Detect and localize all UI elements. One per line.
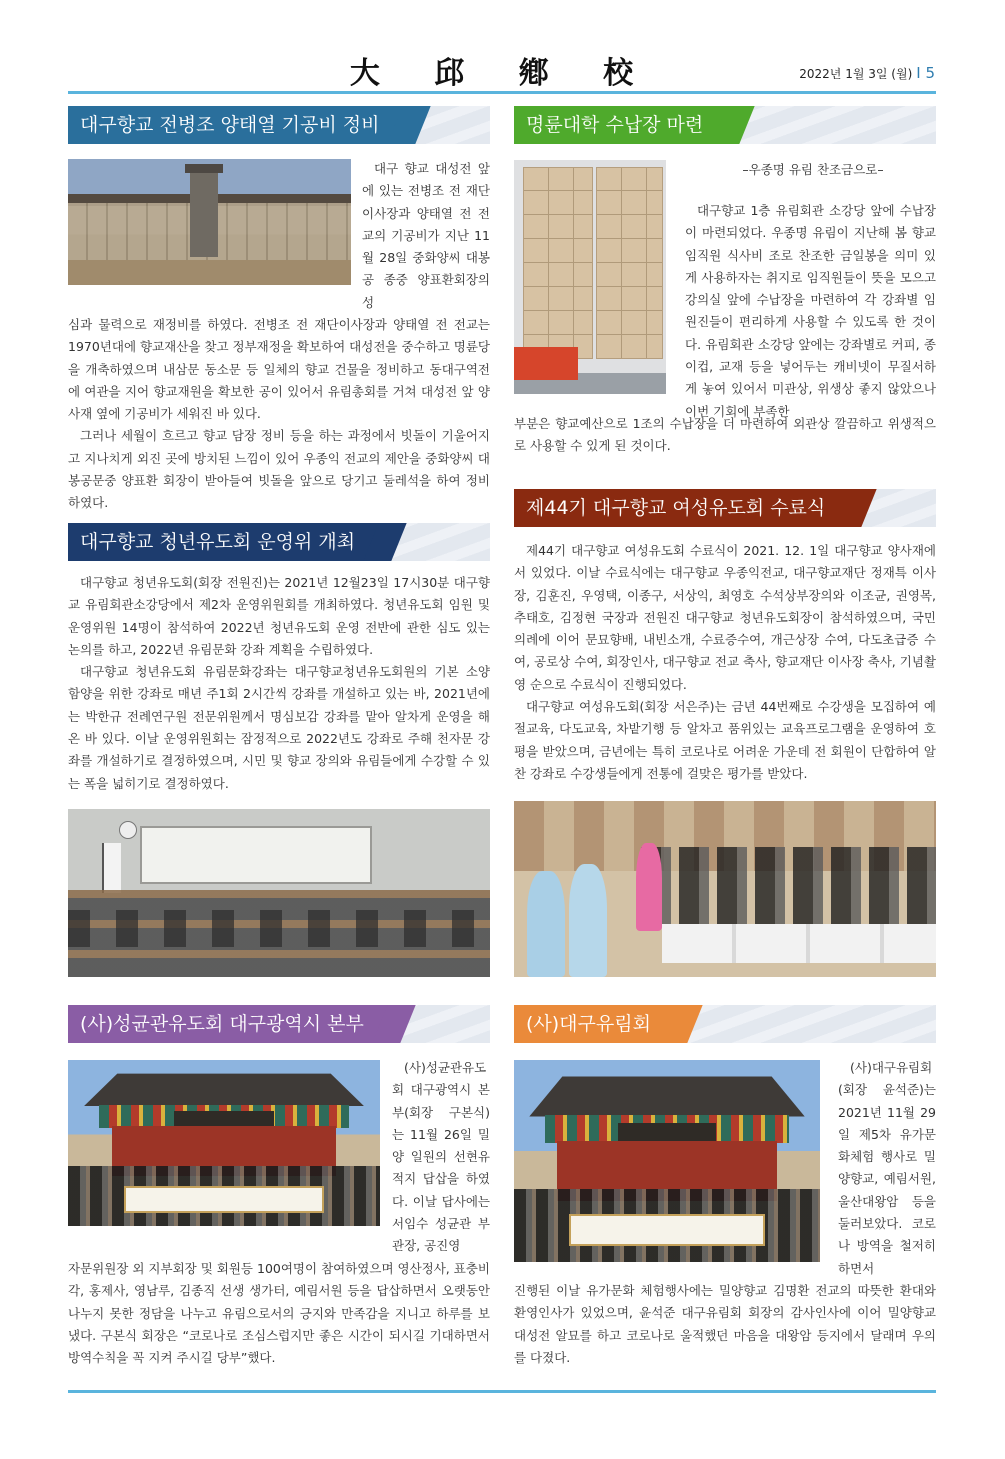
masthead-title: 大 邱 鄕 校 (349, 56, 656, 91)
section-header-5 (68, 1005, 490, 1043)
s2-body: 부분은 향교예산으로 1조의 수납장을 더 마련하여 외관상 깔끔하고 위생적으로 사용할 수 있게 된 것이다. (514, 416, 936, 454)
s3-body: 대구향교 청년유도회(회장 전원진)는 2021년 12월23일 17시30분 대구향교 유림회관소강당에서 제2차 운영위원회를 개최하였다. 청년유도회 임원 및 운영위원 14명이 참석하여 2022년 청년유도회 운영 전반에 관한 심도 있는 논의를 하고, 2022년 유림문화 강좌 계획을 수립하였다. 대구향교 청년유도회 유림문화강좌는 대구향교청년유도회원의 기본 소양 함양을 위한 강좌로 매년 주1회 2시간씩 강좌를 개설하고 있는 바, 2021년에는 박한규 전례연구원 전문위원께서 명심보감 강좌를 맡아 알차게 운영을 해 온 바 있다. 이날 운영위원회는 잠정적으로 2022년도 강좌로 주해 천자문 강좌를 개설하기로 결정하였으며, 시민 및 향교 장의와 유림들에게 수강할 수 있는 폭을 넓히기로 결정하였다. (68, 575, 490, 791)
photo-lockers (514, 160, 666, 394)
s2-subtitle: –우종명 유림 찬조금으로– (742, 162, 884, 177)
section-header-6 (514, 1005, 936, 1043)
masthead-date (799, 64, 935, 82)
photo-graduation-ceremony (514, 801, 936, 977)
photo-meeting-room (68, 809, 490, 977)
section-title-5: (사)성균관유도회 대구광역시 본부 (68, 1005, 394, 1043)
section-header-4 (514, 489, 936, 527)
section-header-2 (514, 106, 936, 144)
photo-yusu-group (68, 1060, 380, 1226)
page-number: I 5 (916, 64, 935, 82)
photo-yurim-group (514, 1060, 820, 1262)
section-header-1 (68, 106, 490, 144)
section-title-3: 대구향교 청년유도회 운영위 개최 (68, 523, 385, 561)
section-title-6: (사)대구유림회 (514, 1005, 681, 1043)
section-title-2: 명륜대학 수납장 마련 (514, 106, 733, 144)
s2-side-text: 대구향교 1층 유림회관 소강당 앞에 수납장이 마련되었다. 우종명 유림이 지난해 봄 향교 임직원 식사비 조로 찬조한 금일봉을 의미 있게 사용하자는 취지로 임직원들이 뜻을 모으고 강의실 앞에 수납장을 마련하여 각 강좌별 임원진들이 편리하게 사용할 수 있도록 한 것이다. 유림회관 소강당 앞에는 강좌별로 커피, 종이컵, 교재 등을 넣어두는 캐비넷이 무질서하게 놓여 있어서 미관상, 위생상 좋지 않았으나 이번 기회에 부족한 (685, 203, 936, 419)
s1-body: 심과 물력으로 재정비를 하였다. 전병조 전 재단이사장과 양태열 전 전교는 1970년대에 향교재산을 찾고 정부재정을 확보하여 대성전을 중수하고 명륜당을 개축하였으며 내삼문 동소문 등 일체의 향교 건물을 정비하고 동대구역전에 여관을 지어 향교재원을 확보한 공이 있어서 유림총회를 거쳐 대성전 앞 양사재 옆에 기공비가 세워진 바 있다. 그러나 세월이 흐르고 향교 담장 정비 등을 하는 과정에서 빗돌이 기울어지고 지나치게 외진 곳에 방치된 느낌이 있어 우종익 전교의 제안을 중화양씨 대봉공문중 양표환 회장이 받아들여 빗돌을 앞으로 당기고 둘레석을 하여 정비하였다. (68, 317, 490, 511)
section-title-4: 제44기 대구향교 여성유도회 수료식 (514, 489, 855, 527)
section-title-1: 대구향교 전병조 양태열 기공비 정비 (68, 106, 409, 144)
bottom-rule (68, 1390, 936, 1393)
s5-side-text: (사)성균관유도회 대구광역시 본부(회장 구본식)는 11월 26일 밀양 일원의 선현유적지 답삽을 하였다. 이날 답사에는 서임수 성균관 부관장, 공진영 (392, 1060, 490, 1254)
section-header-3 (68, 523, 490, 561)
s4-body: 제44기 대구향교 여성유도회 수료식이 2021. 12. 1일 대구향교 양사재에서 있었다. 이날 수료식에는 대구향교 우종익전교, 대구향교재단 정재특 이사장, 김훈진, 우영택, 이종구, 서상익, 최영호 수석상부장의와 이조균, 권영목, 추태호, 김정현 국장과 전원진 대구향교 청년유도회장이 참석하였으며, 국민의례에 이어 문묘향배, 내빈소개, 수료증수여, 개근상장 수여, 다도초급증 수여, 공로상 수여, 회장인사, 대구향교 전교 축사, 향교재단 이사장 축사, 기념촬영 순으로 수료식이 진행되었다. 대구향교 여성유도회(회장 서은주)는 금년 44번째로 수강생을 모집하여 예절교육, 다도교육, 차밭기행 등 알차고 품위있는 교육프로그램을 운영하여 호평을 받았으며, 금년에는 특히 코로나로 어려운 가운데 전 회원이 단합하여 알찬 강좌로 수강생들에게 전통에 걸맞은 평가를 받았다. (514, 543, 936, 781)
issue-date: 2022년 1월 3일 (월) (799, 67, 913, 81)
s6-side-text: (사)대구유림회(회장 윤석준)는 2021년 11월 29일 제5차 유가문화체험 행사로 밀양향교, 예림서원, 울산대왕암 등을 둘러보았다. 코로나 방역을 철저히 하면서 (838, 1060, 936, 1276)
photo-monument (68, 159, 351, 285)
s1-side-text: 대구 향교 대성전 앞에 있는 전병조 전 재단이사장과 양태열 전 전교의 기공비가 지난 11월 28일 중화양씨 대봉공 종중 양표환회장의 성 (362, 161, 490, 310)
s6-body: 진행된 이날 유가문화 체험행사에는 밀양향교 김명환 전교의 따뜻한 환대와 환영인사가 있었으며, 윤석준 대구유림회 회장의 감사인사에 이어 밀양향교 대성전 알묘를 하고 코로나로 울적했던 마음을 대왕암 등지에서 달래며 우의를 다졌다. (514, 1283, 936, 1365)
top-rule (68, 91, 936, 94)
s5-body: 자문위원장 외 지부회장 및 회원등 100여명이 참여하였으며 영산정사, 표충비각, 홍제사, 영남루, 김종직 선생 생가터, 예림서원 등을 답삽하면서 오랫동안 나누지 못한 정담을 나누고 유림으로서의 긍지와 만족감을 지니고 하루를 보냈다. 구본식 회장은 “코로나로 조심스럽지만 좋은 시간이 되시길 기대하면서 방역수칙을 꼭 지켜 주시길 당부”했다. (68, 1261, 490, 1366)
